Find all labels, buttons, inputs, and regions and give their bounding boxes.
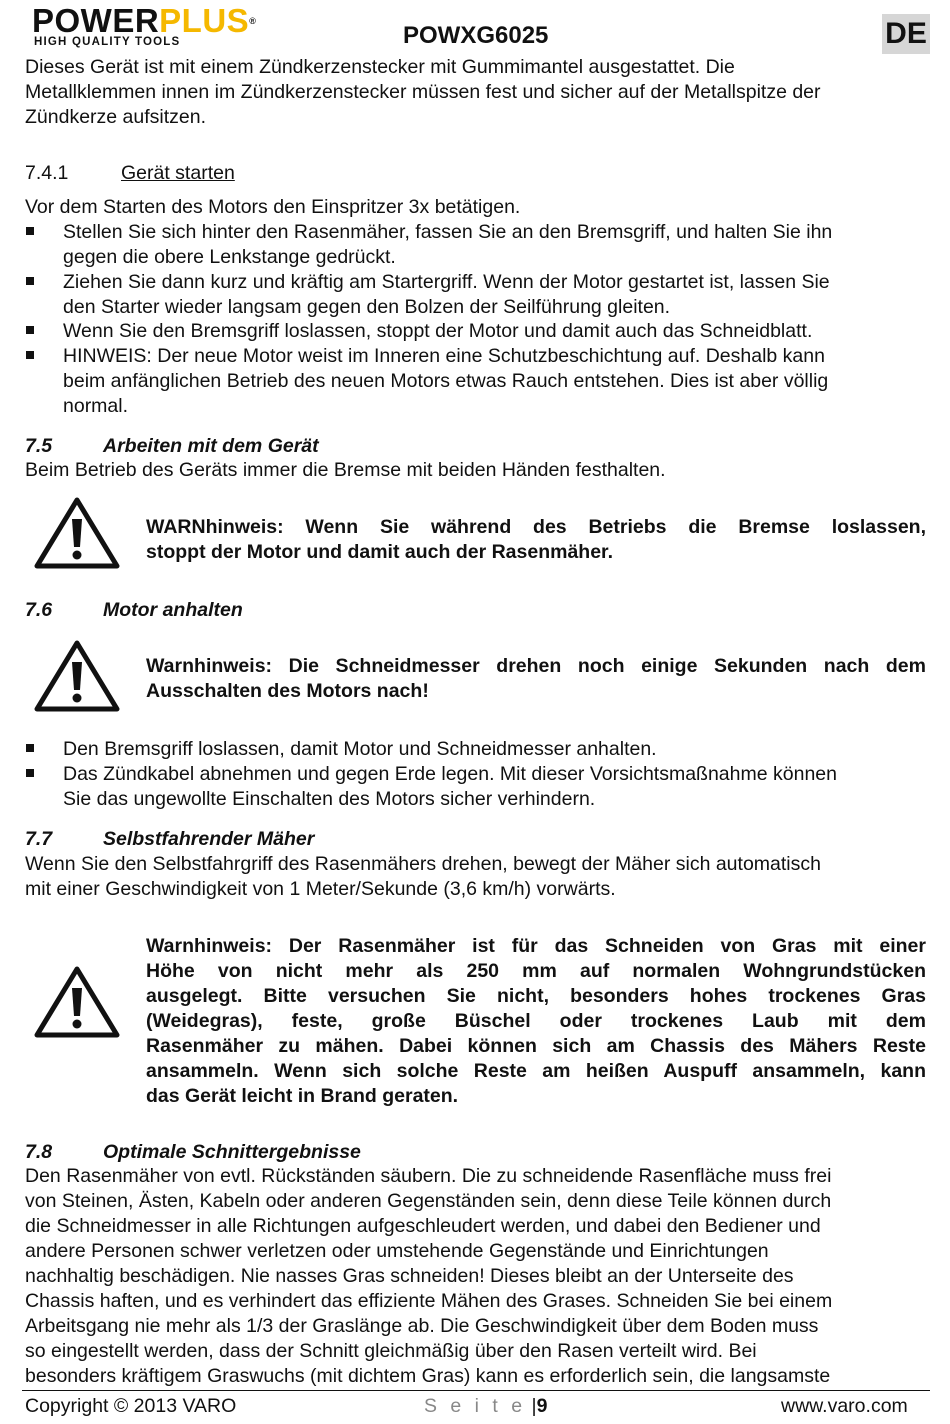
section-number: 7.7 — [25, 828, 53, 850]
warning-text: Warnhinweis: Die Schneidmesser drehen noch einige Sekunden nach dem — [146, 655, 926, 677]
warning-triangle-icon — [34, 640, 120, 712]
list-item: beim anfänglichen Betrieb des neuen Motors etwas Rauch entstehen. Dies ist aber völlig — [63, 370, 829, 392]
paragraph-line: so eingestellt werden, dass der Schnitt gleichmäßig über den Rasen verteilt wird. Bei — [25, 1340, 757, 1362]
list-item: Sie das ungewollte Einschalten des Motors sicher verhindern. — [63, 788, 596, 810]
intro-line: Zündkerze aufsitzen. — [25, 106, 207, 128]
paragraph-line: von Steinen, Ästen, Kabeln oder anderen Gegenständen sein, denn diese Teile können durch — [25, 1190, 832, 1212]
warning-triangle-icon — [34, 966, 120, 1038]
bullet-marker — [26, 227, 34, 235]
section-title: Optimale Schnittergebnisse — [103, 1141, 361, 1163]
section-number: 7.8 — [25, 1141, 53, 1163]
language-badge: DE — [882, 14, 930, 54]
warning-text: WARNhinweis: Wenn Sie während des Betriebs die Bremse loslassen, — [146, 516, 926, 538]
section-number: 7.4.1 — [25, 162, 69, 184]
list-item: Ziehen Sie dann kurz und kräftig am Startergriff. Wenn der Motor gestartet ist, lassen Sie — [63, 271, 830, 293]
section-number: 7.5 — [25, 435, 53, 457]
list-item: Wenn Sie den Bremsgriff loslassen, stoppt der Motor und damit auch das Schneidblatt. — [63, 320, 813, 342]
paragraph-line: nachhaltig beschädigen. Nie nasses Gras schneiden! Dieses bleibt an der Unterseite des — [25, 1265, 794, 1287]
list-item: HINWEIS: Der neue Motor weist im Inneren eine Schutzbeschichtung auf. Deshalb kann — [63, 345, 825, 367]
footer-url[interactable]: www.varo.com — [781, 1395, 908, 1417]
paragraph: Wenn Sie den Selbstfahrgriff des Rasenmähers drehen, bewegt der Mäher sich automatisch — [25, 853, 821, 875]
section-title: Selbstfahrender Mäher — [103, 828, 315, 850]
bullet-marker — [26, 769, 34, 777]
warning-text: Ausschalten des Motors nach! — [146, 680, 429, 702]
paragraph-line: Chassis haften, und es verhindert das effiziente Mähen des Grases. Schneiden Sie bei einem — [25, 1290, 833, 1312]
intro-line: Dieses Gerät ist mit einem Zündkerzenstecker mit Gummimantel ausgestattet. Die — [25, 56, 735, 78]
list-item: den Starter wieder langsam gegen den Bolzen der Seilführung gleiten. — [63, 296, 671, 318]
intro-line: Metallklemmen innen im Zündkerzenstecker müssen fest und sicher auf der Metallspitze der — [25, 81, 821, 103]
paragraph-line: Arbeitsgang nie mehr als 1/3 der Graslänge ab. Die Geschwindigkeit über dem Boden muss — [25, 1315, 819, 1337]
warning-triangle-icon — [34, 497, 120, 569]
powerplus-logo: POWERPLUS® HIGH QUALITY TOOLS — [32, 6, 287, 48]
section-title: Motor anhalten — [103, 599, 243, 621]
section-number: 7.6 — [25, 599, 53, 621]
bullet-marker — [26, 277, 34, 285]
paragraph-line: die Schneidmesser in alle Richtungen aufgeschleudert werden, und dabei den Bediener und — [25, 1215, 821, 1237]
section-title: Arbeiten mit dem Gerät — [103, 435, 319, 457]
paragraph: Vor dem Starten des Motors den Einspritzer 3x betätigen. — [25, 196, 521, 218]
logo-tagline: HIGH QUALITY TOOLS — [34, 36, 181, 48]
paragraph: Beim Betrieb des Geräts immer die Bremse mit beiden Händen festhalten. — [25, 459, 666, 481]
list-item: normal. — [63, 395, 129, 417]
footer-copyright: Copyright © 2013 VARO — [25, 1395, 237, 1417]
warning-text: das Gerät leicht in Brand geraten. — [146, 1085, 459, 1107]
list-item: Stellen Sie sich hinter den Rasenmäher, fassen Sie an den Bremsgriff, und halten Sie ihn — [63, 221, 833, 243]
warning-text: stoppt der Motor und damit auch der Rasenmäher. — [146, 541, 613, 563]
model-number: POWXG6025 — [403, 22, 549, 49]
footer-seite-label: S e i t e — [424, 1395, 527, 1417]
bullet-marker — [26, 326, 34, 334]
warning-text: Höhe von nicht mehr als 250 mm auf normalen Wohngrundstücken — [146, 960, 926, 982]
warning-text: Warnhinweis: Der Rasenmäher ist für das Schneiden von Gras mit einer — [146, 935, 926, 957]
paragraph-line: besonders kräftigem Graswuchs (mit dichtem Gras) kann es erforderlich sein, die langsamste — [25, 1365, 831, 1387]
paragraph-line: andere Personen schwer verletzen oder umstehende Gegenstände und Einrichtungen — [25, 1240, 769, 1262]
warning-text: ansammeln. Wenn sich solche Reste am heißen Auspuff ansammeln, kann — [146, 1060, 926, 1082]
footer-divider — [22, 1390, 930, 1391]
footer-page-number: 9 — [536, 1395, 548, 1417]
list-item: gegen die obere Lenkstange gedrückt. — [63, 246, 396, 268]
paragraph: mit einer Geschwindigkeit von 1 Meter/Sekunde (3,6 km/h) vorwärts. — [25, 878, 616, 900]
warning-text: (Weidegras), feste, große Büschel oder trockenes Laub mit dem — [146, 1010, 926, 1032]
footer-page — [424, 1394, 547, 1419]
warning-text: ausgelegt. Bitte versuchen Sie nicht, besonders hohes trockenes Gras — [146, 985, 926, 1007]
warning-text: Rasenmäher zu mähen. Dabei können sich am Chassis des Mähers Reste — [146, 1035, 926, 1057]
paragraph-line: Den Rasenmäher von evtl. Rückständen säubern. Die zu schneidende Rasenfläche muss frei — [25, 1165, 832, 1187]
bullet-marker — [26, 351, 34, 359]
bullet-marker — [26, 744, 34, 752]
section-title: Gerät starten — [121, 162, 235, 184]
list-item: Den Bremsgriff loslassen, damit Motor und Schneidmesser anhalten. — [63, 738, 657, 760]
footer-separator: | — [531, 1395, 537, 1417]
list-item: Das Zündkabel abnehmen und gegen Erde legen. Mit dieser Vorsichtsmaßnahme können — [63, 763, 837, 785]
